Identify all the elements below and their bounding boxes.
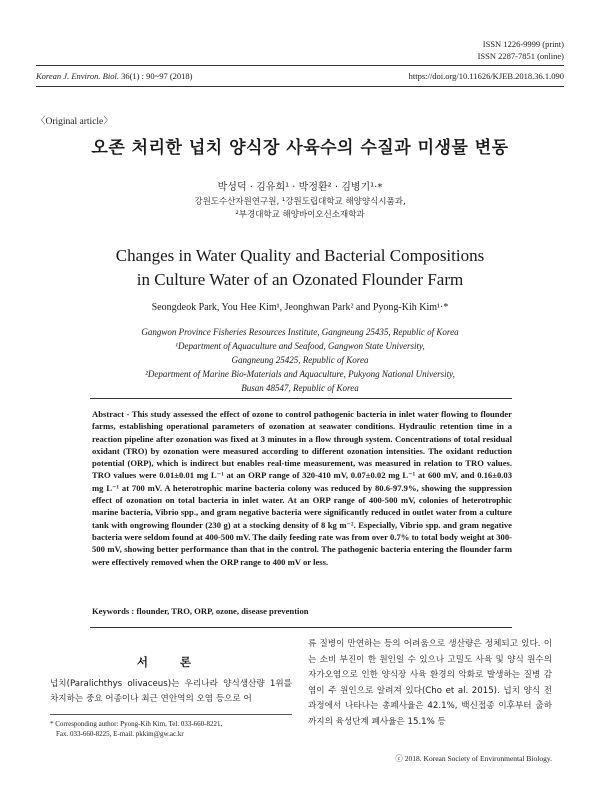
english-authors: Seongdeok Park, You Hee Kim¹, Jeonghwan Park² and Pyong-Kih Kim¹·*: [151, 302, 449, 313]
korean-title: 오존 처리한 넙치 양식장 사육수의 수질과 미생물 변동: [91, 138, 509, 158]
journal-name: Korean J. Environ. Biol.: [36, 71, 119, 81]
copyright-notice: ⓒ 2018. Korean Society of Environmental Biology.: [395, 754, 552, 763]
english-affil-line: ²Department of Marine Bio-Materials and Aquaculture, Pukyong National University,: [145, 369, 455, 379]
korean-affil-line: 강원도수산자원연구원, ¹강원도립대학교 해양양식시품과,: [194, 197, 406, 207]
issn-print: ISSN 1226-9999 (print): [482, 39, 564, 49]
footnote-rule: [50, 714, 292, 715]
abstract-rule-top: [90, 398, 512, 399]
footnote-line: * Corresponding author: Pyong-Kih Kim, Tel. 033-660-8221,: [50, 720, 223, 728]
korean-affiliations: [0, 196, 600, 222]
intro-paragraph-right: 류 질병이 만연하는 등의 어려움으로 생산량은 정체되고 있다. 이는 소비 부진이 한 원인일 수 있으나 고밀도 사육 및 양식 원수의 자가오염으로 인한 양식장 사육 환경의 악화로 발생하는 질병 감염이 주 원인으로 알려져 있다(Cho et al. 2015). 넙치 양식 전 과정에서 나타나는 총폐사율은 42.1%, 백신접종 이후부터 출하까지의 육성단계 폐사율은 15.1% 등: [308, 639, 552, 727]
korean-authors: 박성덕 · 김유희¹ · 박정환² · 김병기¹·*: [217, 182, 383, 193]
english-title-line: in Culture Water of an Ozonated Flounder Farm: [136, 270, 464, 289]
english-affiliations: [0, 325, 600, 395]
english-affil-line: Gangwon Province Fisheries Resources Institute, Gangneung 25435, Republic of Korea: [141, 327, 459, 337]
journal-issue: 36(1) : 90~97 (2018): [121, 71, 193, 81]
intro-paragraph-left: 넙치(Paralichthys olivaceus)는 우리나라 양식생산량 1위를 차지하는 중요 어종이나 최근 연안역의 오염 등으로 어: [50, 679, 292, 704]
corresponding-author-footnote: [50, 719, 292, 739]
keywords: Keywords : flounder, TRO, ORP, ozone, disease prevention: [92, 606, 309, 616]
issn-online: ISSN 2287-7851 (online): [477, 51, 564, 61]
abstract-text: Abstract - This study assessed the effect of ozone to control pathogenic bacteria in inlet water flowing to flounder farms, establishing operational parameters of ozonation at seawater conditions. Hydraulic retention time in a reaction pipeline after ozonation was fixed at 3 minutes in a flow through system. Concentrations of total residual oxidant (TRO) by ozonation were measured according to different ozonation intensities. The oxidant reduction potential (ORP), which is indirect but enables real-time measurement, was measured in relation to TRO values. TRO values were 0.01±0.01 mg L⁻¹ at an ORP range of 320-410 mV, 0.07±0.02 mg L⁻¹ at 600 mV, and 0.16±0.03 mg L⁻¹ at 700 mV. A heterotrophic marine bacteria colony was reduced by 80.6-97.9%, showing the suppression effect of ozonation on total bacteria in inlet water. At an ORP range of 400-500 mV, colonies of heterotrophic marine bacteria, Vibrio spp., and gram negative bacteria were significantly reduced in outlet water from a culture tank with ongrowing flounder (230 g) at a stocking density of 8 kg m⁻². Especially, Vibrio spp. and gram negative bacteria were seldom found at 400-500 mV. The daily feeding rate was from over 0.7% to total body weight at 300-500 mV, showing better performance than that in the control. The pathogenic bacteria entering the flounder farm were effectively removed when the ORP range to 400 mV or less.: [92, 409, 512, 567]
english-title: [0, 244, 600, 292]
issn-block: [478, 38, 564, 62]
section-heading-introduction: 서 론: [136, 655, 206, 669]
header-rule-bottom: [36, 86, 564, 87]
doi-link[interactable]: https://doi.org/10.11626/KJEB.2018.36.1.090: [408, 71, 564, 81]
english-affil-line: Gangneung 25425, Republic of Korea: [231, 355, 369, 365]
english-title-line: Changes in Water Quality and Bacterial Compositions: [115, 246, 485, 265]
article-type: 〈Original article〉: [36, 117, 113, 127]
english-affil-line: ¹Department of Aquaculture and Seafood, Gangwon State University,: [175, 341, 425, 351]
abstract-rule-bottom: [90, 627, 512, 628]
english-affil-line: Busan 48547, Republic of Korea: [241, 383, 359, 393]
korean-affil-line: ²부경대학교 해양바이오신소재학과: [235, 210, 365, 220]
footnote-line: Fax. 033-660-8225, E-mail. pkkim@gw.ac.kr: [56, 730, 184, 738]
header-rule-top: [36, 65, 564, 66]
journal-citation: [36, 71, 193, 81]
